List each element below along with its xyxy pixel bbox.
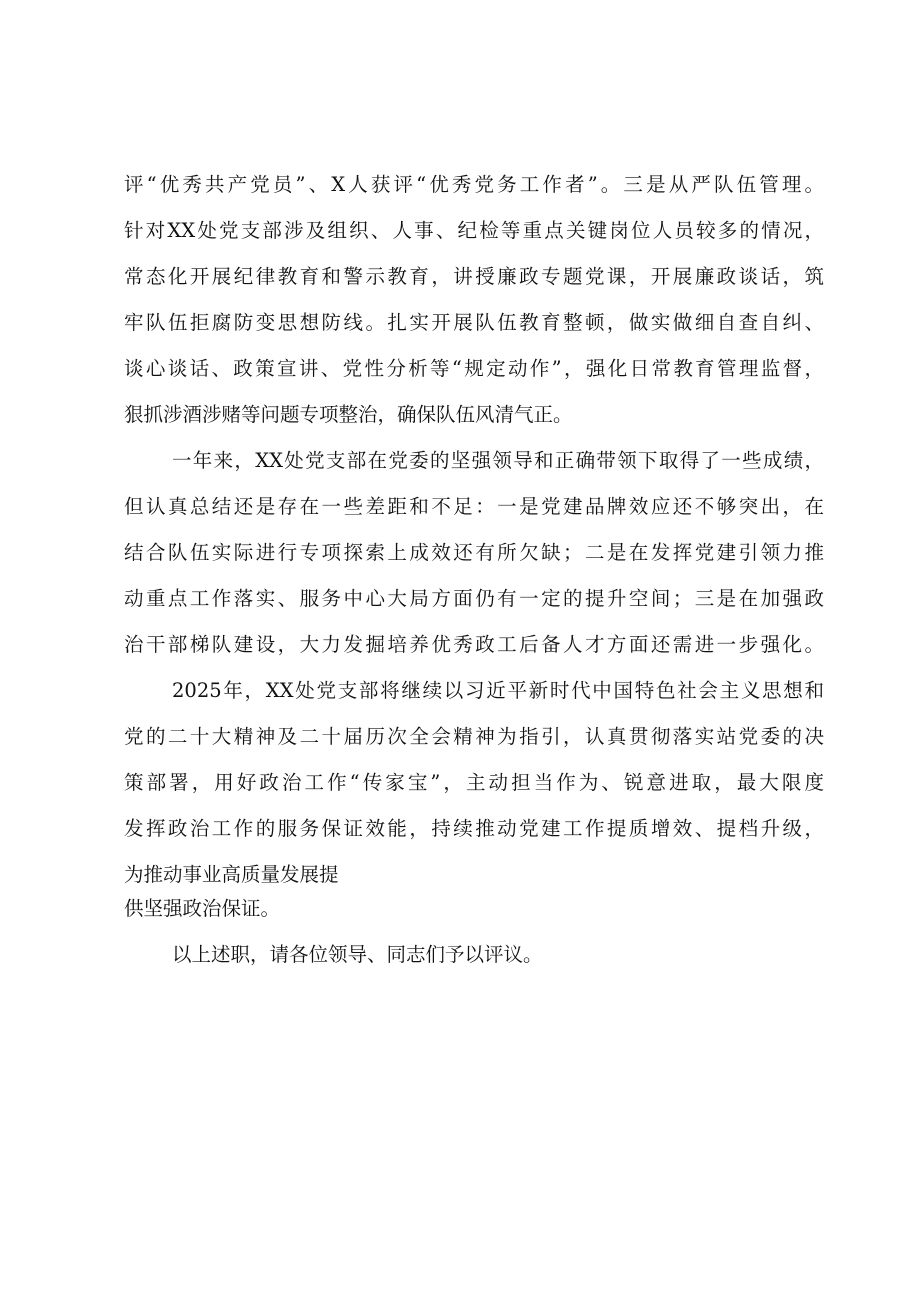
paragraph-2-line-2: 但认真总结还是存在一些差距和不足：一是党建品牌效应还不够突出，在 xyxy=(124,495,824,518)
paragraph-3-line-5: 为推动事业高质量发展提 xyxy=(124,863,339,886)
paragraph-3-line-3: 策部署，用好政治工作“传家宝”，主动担当作为、锐意进取，最大限度 xyxy=(124,771,824,794)
paragraph-2-line-1: 一年来，XX处党支部在党委的坚强领导和正确带领下取得了一些成绩， xyxy=(172,449,824,472)
paragraph-1-line-5: 谈心谈话、政策宣讲、党性分析等“规定动作”，强化日常教育管理监督， xyxy=(124,357,824,380)
paragraph-3-line-4: 发挥政治工作的服务保证效能，持续推动党建工作提质增效、提档升级， xyxy=(124,817,824,840)
paragraph-1-line-4: 牢队伍拒腐防变思想防线。扎实开展队伍教育整顿，做实做细自查自纠、 xyxy=(124,311,824,334)
paragraph-1-line-1: 评“优秀共产党员”、X人获评“优秀党务工作者”。三是从严队伍管理。 xyxy=(124,173,824,196)
paragraph-3-line-2: 党的二十大精神及二十届历次全会精神为指引，认真贯彻落实站党委的决 xyxy=(124,725,824,748)
closing-line: 以上述职，请各位领导、同志们予以评议。 xyxy=(172,943,543,966)
paragraph-3-line-6: 供坚强政治保证。 xyxy=(124,897,281,920)
paragraph-1-line-3: 常态化开展纪律教育和警示教育，讲授廉政专题党课，开展廉政谈话，筑 xyxy=(124,265,824,288)
paragraph-2-line-4: 动重点工作落实、服务中心大局方面仍有一定的提升空间；三是在加强政 xyxy=(124,587,824,610)
paragraph-1-line-6: 狠抓涉酒涉赌等问题专项整治，确保队伍风清气正。 xyxy=(124,403,573,426)
paragraph-3-line-1: 2025年，XX处党支部将继续以习近平新时代中国特色社会主义思想和 xyxy=(172,679,824,702)
paragraph-1-line-2: 针对XX处党支部涉及组织、人事、纪检等重点关键岗位人员较多的情况， xyxy=(124,219,824,242)
paragraph-2-line-5: 治干部梯队建设，大力发掘培养优秀政工后备人才方面还需进一步强化。 xyxy=(124,633,824,656)
paragraph-2-line-3: 结合队伍实际进行专项探索上成效还有所欠缺；二是在发挥党建引领力推 xyxy=(124,541,824,564)
